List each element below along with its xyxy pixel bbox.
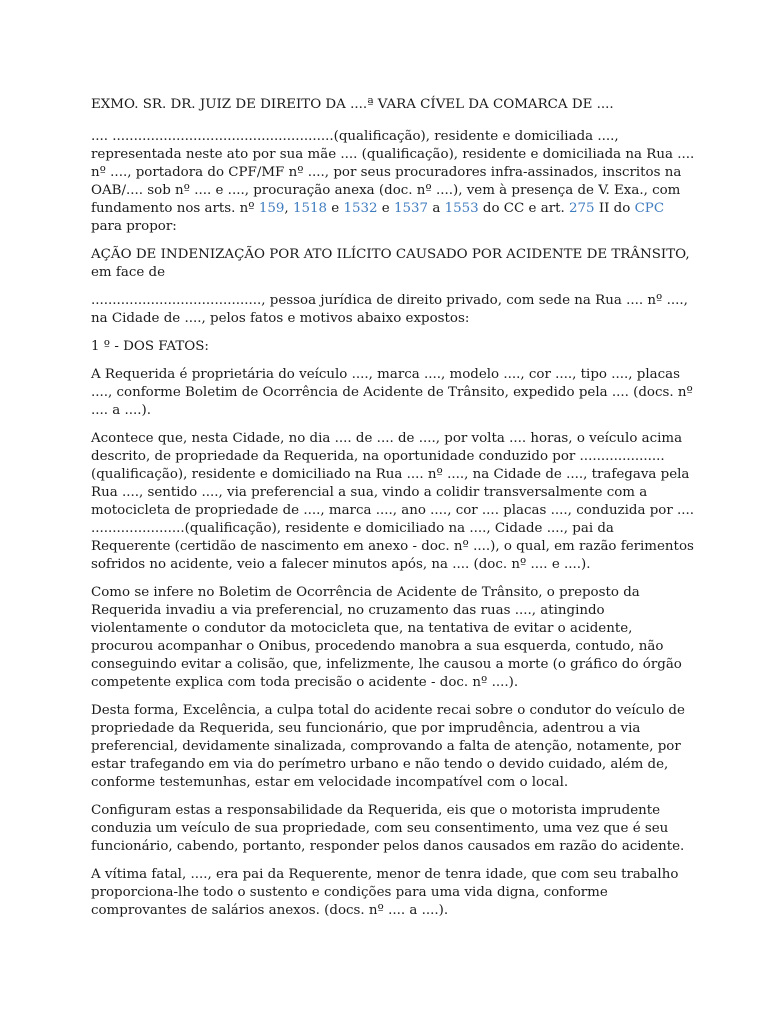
fact-paragraph-1: A Requerida é proprietária do veículo ...., marca ...., modelo ...., cor ...., tipo ...., placas ...., conforme Boletim de Ocorrência de Acidente de Trânsito, expedido pela .... (docs. nº .... a ....).: [91, 367, 693, 418]
law-link-1553[interactable]: 1553: [444, 201, 479, 216]
fact-paragraph-6: A vítima fatal, ...., era pai da Requerente, menor de tenra idade, que com seu trabalho proporciona-lhe todo o sustento e condições para uma vida digna, conforme comprovantes de salários anexos. (docs. nº .... a ....).: [91, 867, 679, 918]
fact-paragraph-2: Acontece que, nesta Cidade, no dia .... de .... de ...., por volta .... horas, o veículo acima descrito, de propriedade da Requerida, na oportunidade conduzido por .................... (qualificação), residente e domiciliado na Rua .... nº ...., na Cidade de ...., trafegava pela Rua ...., sentido ...., via preferencial a sua, vindo a colidir transversalmente com a motocicleta de propriedade de ...., marca ...., ano ...., cor .... placas ...., conduzida por .... ......................(qualificação), residente e domiciliado na ...., Cidade ...., pai da Requerente (certidão de nascimento em anexo - doc. nº ....), o qual, em razão ferimentos sofridos no acidente, veio a falecer minutos após, na .... (doc. nº .... e ....).: [91, 431, 695, 572]
intro-text: do CC e art.: [478, 201, 570, 216]
intro-text: .... ....................................................(qualificação), residente e domiciliada ...., representada neste ato por sua mãe .... (qualificação), residente e domiciliada na Rua .... nº ...., portadora do CPF/MF nº ...., por seus procuradores infra-assinados, inscritos na OAB/.... sob nº .... e ...., procuração anexa (doc. nº ....), vem à presença de V. Exa., com fundamento nos arts. nº: [91, 129, 695, 216]
law-link-1532[interactable]: 1532: [343, 201, 378, 216]
intro-text: para propor:: [91, 219, 177, 234]
law-link-1537[interactable]: 1537: [394, 201, 429, 216]
intro-separator: e: [377, 201, 394, 216]
document-body: [91, 96, 695, 930]
fact-paragraph-3: Como se infere no Boletim de Ocorrência de Acidente de Trânsito, o preposto da Requerida invadiu a via preferencial, no cruzamento das ruas ...., atingindo violentamente o condutor da motocicleta que, na tentativa de evitar o acidente, procurou acompanhar o Onibus, procedendo manobra a sua esquerda, contudo, não conseguindo evitar a colisão, que, infelizmente, lhe causou a morte (o gráfico do órgão competente explica com toda precisão o acidente - doc. nº ....).: [91, 585, 682, 690]
defendant-paragraph: ........................................, pessoa jurídica de direito privado, com sede na Rua .... nº ...., na Cidade de ...., pelos fatos e motivos abaixo expostos:: [91, 293, 688, 326]
action-title: AÇÃO DE INDENIZAÇÃO POR ATO ILÍCITO CAUSADO POR ACIDENTE DE TRÂNSITO, em face de: [91, 247, 690, 280]
law-link-cpc[interactable]: CPC: [634, 201, 665, 216]
law-link-159[interactable]: 159: [258, 201, 285, 216]
intro-separator: e: [327, 201, 344, 216]
fact-paragraph-5: Configuram estas a responsabilidade da Requerida, eis que o motorista imprudente conduzia um veículo de sua propriedade, com seu consentimento, uma vez que é seu funcionário, cabendo, portanto, responder pelos danos causados em razão do acidente.: [91, 803, 685, 854]
intro-separator: a: [428, 201, 445, 216]
intro-separator: ,: [284, 201, 293, 216]
court-heading: EXMO. SR. DR. JUIZ DE DIREITO DA ....ª VARA CÍVEL DA COMARCA DE ....: [91, 97, 614, 112]
law-link-275[interactable]: 275: [569, 201, 595, 216]
fact-paragraph-4: Desta forma, Excelência, a culpa total do acidente recai sobre o condutor do veículo de propriedade da Requerida, seu funcionário, que por imprudência, adentrou a via preferencial, devidamente sinalizada, comprovando a falta de atenção, notamente, por estar trafegando em via do perímetro urbano e não tendo o devido cuidado, além de, conforme testemunhas, estar em velocidade incompatível com o local.: [91, 703, 685, 790]
intro-text: II do: [594, 201, 635, 216]
intro-paragraph: [91, 128, 695, 236]
law-link-1518[interactable]: 1518: [292, 201, 328, 216]
section-title: 1 º - DOS FATOS:: [91, 339, 209, 354]
